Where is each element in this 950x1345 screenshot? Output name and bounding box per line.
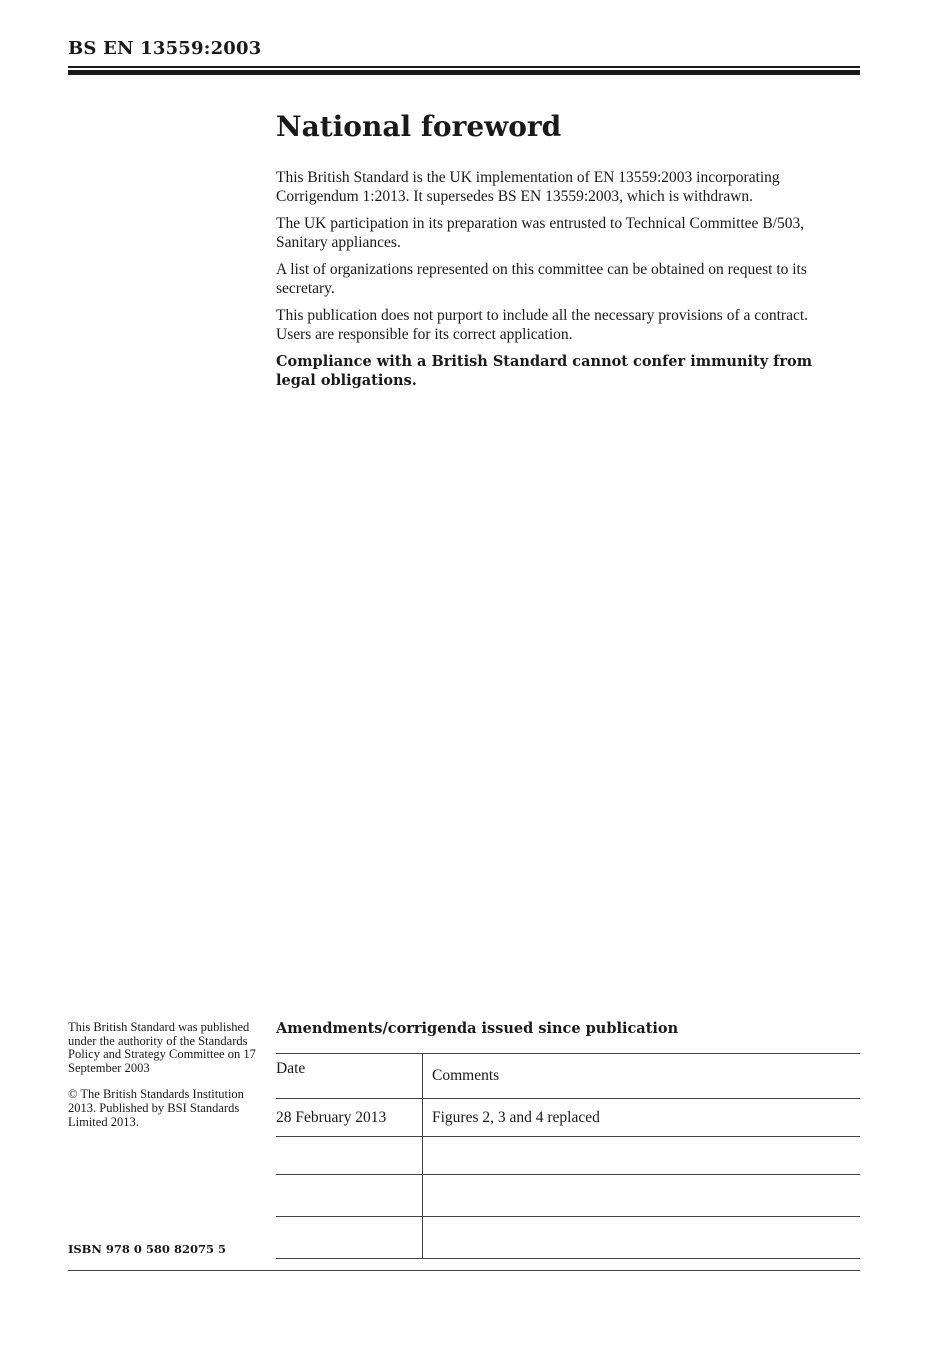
legal-statement: Compliance with a British Standard cannot confer immunity from legal obligations. bbox=[276, 353, 813, 389]
column-header-date: Date bbox=[276, 1054, 423, 1099]
amendments-heading: Amendments/corrigenda issued since publication bbox=[276, 1020, 679, 1037]
date-cell: 28 February 2013 bbox=[276, 1099, 423, 1137]
comments-cell: Figures 2, 3 and 4 replaced bbox=[423, 1099, 861, 1137]
table-row bbox=[276, 1137, 860, 1175]
page-title: National foreword bbox=[276, 110, 562, 143]
footer-rule bbox=[68, 1270, 860, 1271]
comments-cell bbox=[423, 1175, 861, 1217]
column-header-comments: Comments bbox=[423, 1054, 861, 1099]
date-cell bbox=[276, 1217, 423, 1259]
copyright-text: © The British Standards Institution 2013. Published by BSI Standards Limited 2013. bbox=[68, 1087, 244, 1129]
document-id: BS EN 13559:2003 bbox=[68, 38, 262, 59]
date-cell bbox=[276, 1137, 423, 1175]
header-rule-thin bbox=[68, 66, 860, 68]
publication-note bbox=[68, 1021, 263, 1142]
comments-cell bbox=[423, 1217, 861, 1259]
foreword-body bbox=[276, 169, 816, 399]
foreword-paragraph: A list of organizations represented on this committee can be obtained on request to its secretary. bbox=[276, 261, 807, 297]
publication-authority-text: This British Standard was published under the authority of the Standards Policy and Strategy Committee on 17 September 2003 bbox=[68, 1020, 256, 1075]
foreword-paragraph: This publication does not purport to include all the necessary provisions of a contract. Users are responsible for its correct application. bbox=[276, 307, 809, 343]
table-row bbox=[276, 1099, 860, 1137]
foreword-paragraph: The UK participation in its preparation was entrusted to Technical Committee B/503, Sanitary appliances. bbox=[276, 215, 805, 251]
amendments-table bbox=[276, 1053, 860, 1259]
table-header-row bbox=[276, 1054, 860, 1099]
date-cell bbox=[276, 1175, 423, 1217]
foreword-paragraph: This British Standard is the UK implementation of EN 13559:2003 incorporating Corrigendum 1:2013. It supersedes BS EN 13559:2003, which is withdrawn. bbox=[276, 169, 780, 205]
isbn: ISBN 978 0 580 82075 5 bbox=[68, 1242, 226, 1256]
comments-cell bbox=[423, 1137, 861, 1175]
header-rule-thick bbox=[68, 70, 860, 75]
table-row bbox=[276, 1217, 860, 1259]
table-row bbox=[276, 1175, 860, 1217]
